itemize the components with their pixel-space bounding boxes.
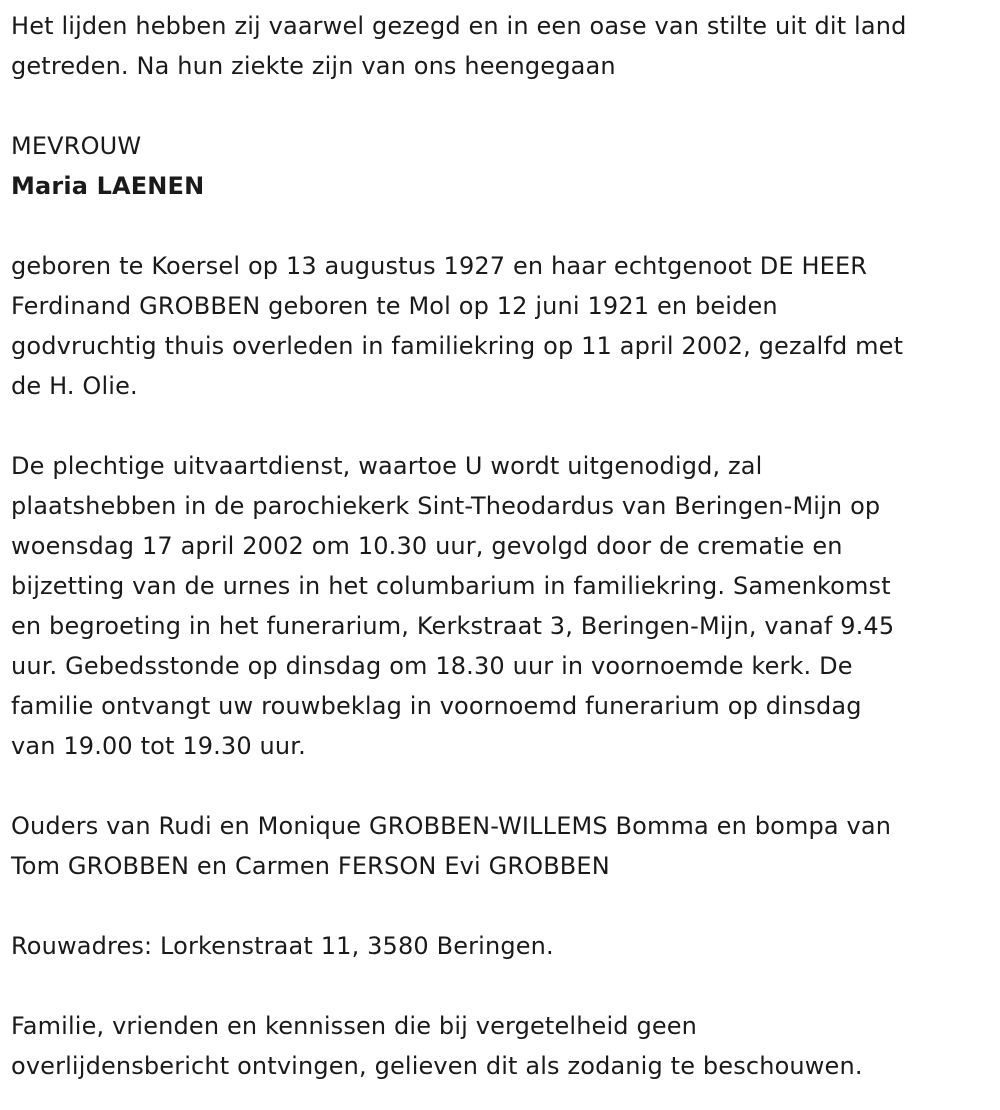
honorific-title: MEVROUW (11, 132, 142, 160)
birth-details-paragraph: geboren te Koersel op 13 augustus 1927 en haar echtgenoot DE HEER Ferdinand GROBBEN geboren te Mol op 12 juni 1921 en beiden godvruchtig thuis overleden in familiekring op 11 april 2002, gezalfd met de H. Olie. (11, 252, 904, 400)
spacer (11, 966, 991, 1006)
closing-paragraph: Familie, vrienden en kennissen die bij vergetelheid geen overlijdensbericht ontvingen, gelieven dit als zodanig te beschouwen. (11, 1012, 863, 1080)
service-details-paragraph: De plechtige uitvaartdienst, waartoe U wordt uitgenodigd, zal plaatshebben in de parochiekerk Sint-Theodardus van Beringen-Mijn op woensdag 17 april 2002 om 10.30 uur, gevolgd door de crematie en bijzetting van de urnes in het columbarium in familiekring. Samenkomst en begroeting in het funerarium, Kerkstraat 3, Beringen-Mijn, vanaf 9.45 uur. Gebedsstonde op dinsdag om 18.30 uur in voornoemde kerk. De familie ontvangt uw rouwbeklag in voornoemd funerarium op dinsdag van 19.00 tot 19.30 uur. (11, 452, 895, 760)
spacer (11, 206, 991, 246)
obituary-document (11, 6, 991, 1086)
address-line: Rouwadres: Lorkenstraat 11, 3580 Beringen. (11, 932, 554, 960)
family-paragraph: Ouders van Rudi en Monique GROBBEN-WILLEMS Bomma en bompa van Tom GROBBEN en Carmen FERSON Evi GROBBEN (11, 812, 892, 880)
deceased-name: Maria LAENEN (11, 172, 205, 200)
intro-paragraph: Het lijden hebben zij vaarwel gezegd en in een oase van stilte uit dit land getreden. Na hun ziekte zijn van ons heengegaan (11, 12, 907, 80)
spacer (11, 86, 991, 126)
spacer (11, 766, 991, 806)
spacer (11, 406, 991, 446)
spacer (11, 886, 991, 926)
